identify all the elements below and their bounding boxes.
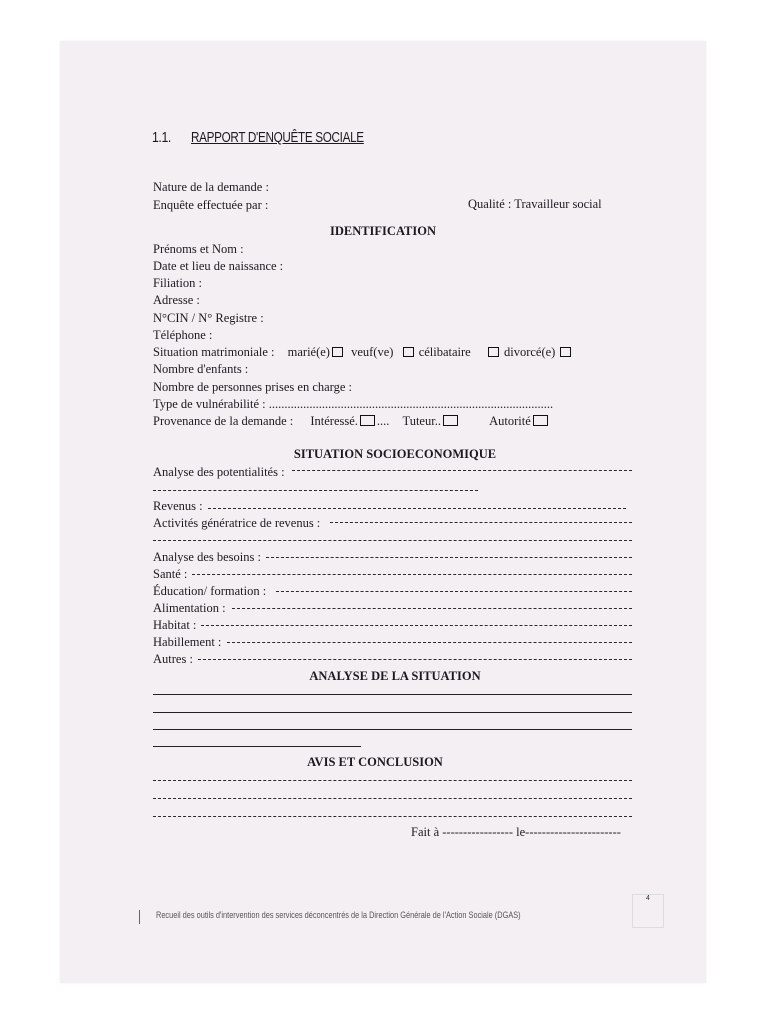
revenus-line[interactable] [208,508,626,509]
adresse-label: Adresse : [153,293,200,307]
alimentation-label: Alimentation : [153,601,226,615]
naissance-label: Date et lieu de naissance : [153,259,284,273]
avis-line-3[interactable] [153,816,632,817]
fait-a-line: Fait à ----------------- le----------------------- [411,825,621,839]
option-tuteur-label: Tuteur.. [402,414,441,428]
besoins-label: Analyse des besoins : [153,550,261,564]
prenoms-label: Prénoms et Nom : [153,242,244,256]
autres-label: Autres : [153,652,193,666]
enquete-label: Enquête effectuée par : [153,198,269,212]
section-number: 1.1. [152,129,171,146]
footer-divider [139,910,140,924]
personnes-charge-label: Nombre de personnes prises en charge : [153,380,353,394]
situation-label: Situation matrimoniale : [153,345,275,359]
section-title: RAPPORT D'ENQUÊTE SOCIALE [191,129,364,146]
option-veuf-label: veuf(ve) [351,345,394,359]
activites-label: Activités génératrice de revenus : [153,516,321,530]
socio-heading: SITUATION SOCIOECONOMIQUE [293,447,497,461]
identification-heading: IDENTIFICATION [329,224,437,238]
analyse-line-1[interactable] [153,694,632,695]
autorite-checkbox[interactable] [533,415,548,426]
divorce-checkbox-pre[interactable] [488,347,499,357]
option-divorce-label: divorcé(e) [503,345,556,359]
education-line[interactable] [276,591,632,592]
avis-heading: AVIS ET CONCLUSION [307,755,443,769]
revenus-label: Revenus : [153,499,203,513]
habillement-line[interactable] [227,642,632,643]
analyse-line-3[interactable] [153,729,632,730]
option-autorite-label: Autorité [489,414,531,428]
interesse-checkbox[interactable] [360,415,375,426]
alimentation-line[interactable] [232,608,632,609]
besoins-line[interactable] [266,557,632,558]
filiation-label: Filiation : [153,276,202,290]
option-interesse-label: Intéressé. [310,414,358,428]
option-celibataire-label: célibataire [418,345,471,359]
sante-label: Santé : [153,567,188,581]
marie-checkbox[interactable] [332,347,343,357]
potentialites-line[interactable] [292,470,632,471]
enfants-label: Nombre d'enfants : [153,362,249,376]
avis-line-2[interactable] [153,798,632,799]
habitat-label: Habitat : [153,618,197,632]
nature-demande-label: Nature de la demande : [153,180,269,194]
analyse-heading: ANALYSE DE LA SITUATION [309,669,481,683]
provenance-row [153,414,550,429]
habillement-label: Habillement : [153,635,222,649]
telephone-label: Téléphone : [153,328,213,342]
qualite-label: Qualité : Travailleur social [468,197,602,211]
sante-line[interactable] [192,574,632,575]
activites-line[interactable] [330,522,632,523]
habitat-line[interactable] [201,625,632,626]
potentialites-label: Analyse des potentialités : [153,465,285,479]
footer-text: Recueil des outils d'intervention des services déconcentrés de la Direction Générale de l'Action Sociale (DGAS) [156,910,521,920]
cin-label: N°CIN / N° Registre : [153,311,264,325]
situation-matrimoniale-row [153,345,573,360]
page-number-box [632,894,664,928]
potentialites-line-2[interactable] [153,490,478,491]
divorce-checkbox[interactable] [560,347,571,357]
interesse-dots: .... [376,414,390,428]
autres-line[interactable] [198,659,632,660]
education-label: Éducation/ formation : [153,584,267,598]
avis-line-1[interactable] [153,780,632,781]
option-marie-label: marié(e) [287,345,330,359]
document-page [60,41,706,983]
vulnerabilite-label: Type de vulnérabilité : ........................................................................................... [153,397,554,411]
celibataire-checkbox[interactable] [403,347,414,357]
provenance-label: Provenance de la demande : [153,414,294,428]
analyse-line-4[interactable] [153,746,361,747]
tuteur-checkbox[interactable] [443,415,458,426]
page-number: 4 [646,895,650,902]
analyse-line-2[interactable] [153,712,632,713]
activites-line-2[interactable] [153,540,632,541]
